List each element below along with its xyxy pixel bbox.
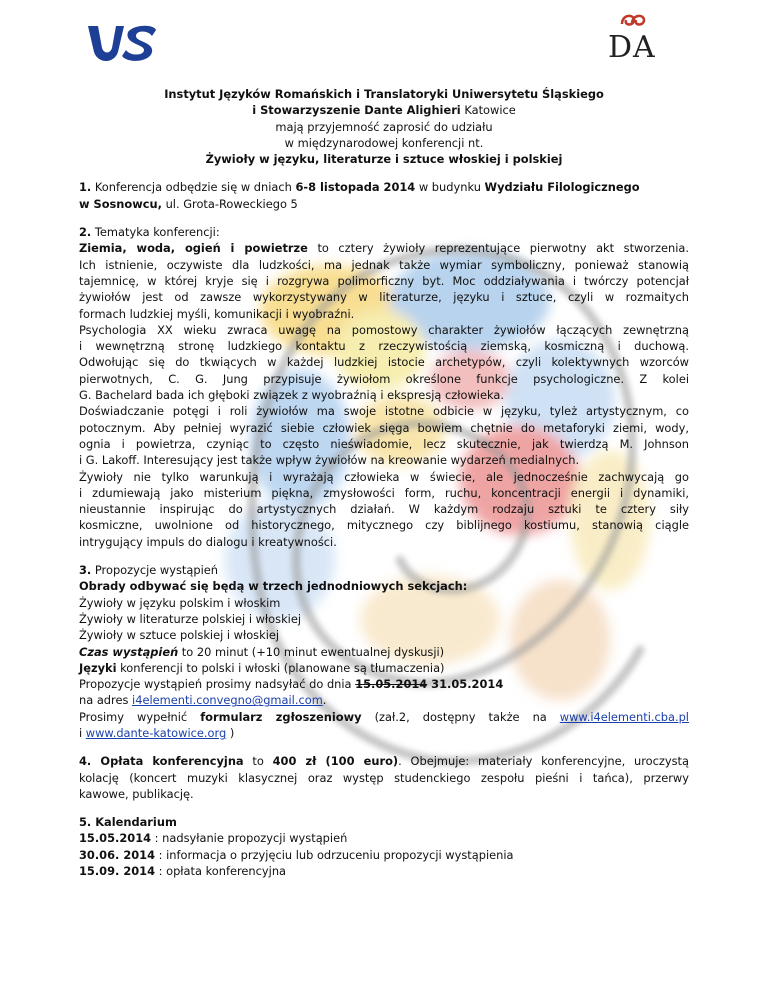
calendar-item bbox=[79, 847, 689, 863]
invitation-content bbox=[79, 86, 689, 891]
topics-line-text: pierwotnych, C. G. Jung przypisuje żywiołom określone funkcje psychologiczne. Z kolei bbox=[79, 371, 689, 386]
submission-deadline bbox=[79, 676, 689, 692]
invite-line-1: mają przyjemność zaprosić do udziału bbox=[275, 119, 493, 134]
topics-line bbox=[79, 403, 689, 419]
old-deadline: 15.05.2014 bbox=[355, 677, 428, 692]
fee-includes: . Obejmuje: materiały konferencyjne, uroczystą bbox=[398, 754, 689, 769]
fee-text: to bbox=[243, 754, 273, 769]
topics-heading bbox=[79, 224, 689, 240]
talk-duration bbox=[79, 644, 689, 660]
conference-title: Żywioły w języku, literaturze i sztuce włoskiej i polskiej bbox=[205, 152, 563, 167]
venue-building: Wydziału Filologicznego bbox=[484, 180, 640, 195]
fee-label: 4. Opłata konferencyjna bbox=[79, 754, 244, 769]
topics-line bbox=[79, 306, 689, 322]
dante-alighieri-logo bbox=[606, 10, 662, 66]
section-number: 2. bbox=[79, 225, 92, 240]
topics-line bbox=[79, 534, 689, 550]
topics-line-text: Doświadczanie potęgi i roli żywiołów ma swoje istotne odbicie w języku, tyleż artystycznym, co bbox=[79, 404, 689, 419]
section-topics bbox=[79, 224, 689, 550]
form-line-2 bbox=[79, 725, 689, 741]
fee-amount: 400 zł (100 euro) bbox=[272, 754, 399, 769]
calendar-title: 5. Kalendarium bbox=[79, 815, 177, 830]
languages-label: Języki bbox=[79, 660, 117, 675]
topics-line-text: Ich istnienie, oczywiste dla ludzkości, ma jednak także wymiar symboliczny, ponieważ stanowią bbox=[79, 257, 689, 272]
form-text-4: ) bbox=[226, 725, 235, 740]
submission-email-line bbox=[79, 692, 689, 708]
university-logo-icon bbox=[84, 22, 158, 64]
association-line bbox=[79, 102, 689, 118]
section-fee bbox=[79, 753, 689, 802]
topics-line-text: tajemnicę, w której kryje się i rozgrywa polimorficzny byt. Moc oddziaływania i twórczy potencjał bbox=[79, 273, 689, 288]
venue-text-2: w budynku bbox=[415, 180, 485, 195]
topics-line bbox=[79, 257, 689, 273]
talk-duration-label: Czas wystąpień bbox=[79, 644, 179, 659]
elements-list: Ziemia, woda, ogień i powietrze bbox=[79, 241, 308, 256]
topics-line-text: potocznym. Aby pełniej wyrazić siebie człowiek sięga bowiem chętnie do metaforyki ziemi, wody, bbox=[79, 420, 689, 435]
association-name: i Stowarzyszenie Dante Alighieri bbox=[252, 103, 461, 118]
section-number: 3. bbox=[79, 563, 92, 578]
form-line bbox=[79, 709, 689, 725]
website-link-dante[interactable]: www.dante-katowice.org bbox=[85, 725, 227, 740]
topics-line-text: i zdumiewają jako misterium piękna, zmysłowości form, ruchu, koncentracji energii i dynamiki, bbox=[79, 485, 689, 500]
topics-line bbox=[79, 322, 689, 338]
topics-line bbox=[79, 452, 689, 468]
topics-title: Tematyka konferencji: bbox=[91, 225, 220, 240]
languages-text: konferencji to polski i włoski (planowane są tłumaczenia) bbox=[116, 660, 445, 675]
section-calendar bbox=[79, 814, 689, 879]
email-link[interactable]: i4elementi.convegno@gmail.com bbox=[132, 693, 323, 708]
form-text: Prosimy wypełnić bbox=[79, 709, 201, 724]
topics-line-text: i G. Lakoff. Interesujący jest także wpływ żywiołów na kreowanie wydarzeń medialnych. bbox=[79, 453, 580, 468]
venue-line-2 bbox=[79, 196, 689, 212]
topics-line bbox=[79, 420, 689, 436]
calendar-text: : nadsyłanie propozycji wystąpień bbox=[151, 831, 348, 846]
deadline-text: Propozycje wystąpień prosimy nadsyłać do dnia bbox=[79, 677, 356, 692]
topics-line bbox=[79, 469, 689, 485]
calendar-date: 30.06. 2014 bbox=[79, 847, 156, 862]
topics-line-text: ognia i powietrza, czyniąc to często nieświadomie, lecz skutecznie, jak twierdzą M. Johnson bbox=[79, 436, 689, 451]
fee-line-1 bbox=[79, 753, 689, 769]
talk-duration-text: to 20 minut (+10 minut ewentualnej dyskusji) bbox=[178, 644, 445, 659]
topics-line-text: G. Bachelard bada ich głęboki związek z wyobraźnią i ekspresją człowieka. bbox=[79, 388, 504, 403]
topics-line-text: i wewnętrzną stronę ludzkiego kontaktu z rzeczywistością ziemską, kosmiczną i duchową. bbox=[79, 339, 689, 354]
venue-address: ul. Grota-Roweckiego 5 bbox=[161, 196, 298, 211]
session-item: Żywioły w języku polskim i włoskim bbox=[79, 595, 281, 610]
invite-line-2: w międzynarodowej konferencji nt. bbox=[284, 135, 484, 150]
topics-line bbox=[79, 273, 689, 289]
section-number: 1. bbox=[79, 180, 92, 195]
invitation-header bbox=[79, 86, 689, 167]
topics-line bbox=[79, 485, 689, 501]
topics-body bbox=[79, 240, 689, 550]
section-venue bbox=[79, 179, 689, 212]
topics-line-text: żywiołów jest od zawsze wykorzystywany w literaturze, języku i sztuce, czyli w rozmaitych bbox=[79, 290, 689, 305]
session-item: Żywioły w literaturze polskiej i włoskiej bbox=[79, 611, 302, 626]
session-item: Żywioły w sztuce polskiej i włoskiej bbox=[79, 628, 280, 643]
topics-line bbox=[79, 436, 689, 452]
topics-line-text: nieustannie inspirując do artystycznych działań. W każdym rodzaju sztuki te cztery siły bbox=[79, 502, 689, 517]
form-text-3: i bbox=[79, 725, 86, 740]
application-form-label: formularz zgłoszeniowy bbox=[200, 709, 362, 724]
conference-dates: 6-8 listopada 2014 bbox=[295, 180, 416, 195]
fee-line-2: kolację (koncert muzyki klasycznej oraz występ studenckiego zespołu pieśni i tańca), przerwy bbox=[79, 770, 689, 785]
da-logo-text: DA bbox=[608, 30, 656, 65]
topics-line-text: to cztery żywioły reprezentujące pierwotny akt stworzenia. bbox=[307, 241, 689, 256]
calendar-item bbox=[79, 863, 689, 879]
topics-line bbox=[79, 240, 689, 256]
association-city: Katowice bbox=[460, 103, 516, 118]
topics-line-text: Żywioły nie tylko warunkują i wyrażają człowieka w świecie, ale jednocześnie zachwycają go bbox=[79, 469, 689, 484]
topics-line-text: intrygujący impuls do dialogu i kreatywności. bbox=[79, 534, 337, 549]
new-deadline: 31.05.2014 bbox=[427, 677, 504, 692]
topics-line-text: kosmiczne, uwolnione od historycznego, mitycznego czy biblijnego kostiumu, stanowią ciągle bbox=[79, 518, 689, 533]
topics-line bbox=[79, 338, 689, 354]
topics-line bbox=[79, 289, 689, 305]
sessions-heading: Obrady odbywać się będą w trzech jednodniowych sekcjach: bbox=[79, 579, 468, 594]
section-proposals bbox=[79, 562, 689, 741]
email-suffix: . bbox=[322, 693, 327, 708]
institute-name: Instytut Języków Romańskich i Translatoryki Uniwersytetu Śląskiego bbox=[164, 87, 604, 101]
proposals-title: Propozycje wystąpień bbox=[91, 563, 218, 578]
calendar-date: 15.09. 2014 bbox=[79, 864, 156, 879]
conference-languages bbox=[79, 660, 689, 676]
venue-line-1 bbox=[79, 179, 689, 195]
proposals-heading bbox=[79, 562, 689, 578]
venue-text: Konferencja odbędzie się w dniach bbox=[91, 180, 296, 195]
calendar-text: : opłata konferencyjna bbox=[155, 864, 287, 879]
calendar-text: : informacja o przyjęciu lub odrzuceniu propozycji wystąpienia bbox=[155, 847, 514, 862]
fee-line-3: kawowe, publikację. bbox=[79, 786, 194, 801]
form-text-2: (zał.2, dostępny także na bbox=[361, 709, 560, 724]
topics-line-text: Odwołując się do tkwiących w każdej ludzkiej istocie archetypów, czyli kolektywnych wzorców bbox=[79, 355, 689, 370]
calendar-item bbox=[79, 830, 689, 846]
da-emblem-icon bbox=[606, 10, 662, 32]
topics-line bbox=[79, 354, 689, 370]
topics-line-text: formach ludzkiej myśli, komunikacji i wyobraźni. bbox=[79, 306, 355, 321]
calendar-date: 15.05.2014 bbox=[79, 831, 152, 846]
website-link-i4elementi[interactable]: www.i4elementi.cba.pl bbox=[559, 709, 689, 724]
email-prefix: na adres bbox=[79, 693, 133, 708]
topics-line bbox=[79, 501, 689, 517]
topics-line-text: Psychologia XX wieku zwraca uwagę na pomostowy charakter żywiołów łączących zewnętrzną bbox=[79, 322, 689, 337]
venue-city: w Sosnowcu, bbox=[79, 196, 162, 211]
topics-line bbox=[79, 517, 689, 533]
topics-line bbox=[79, 371, 689, 387]
topics-line bbox=[79, 387, 689, 403]
